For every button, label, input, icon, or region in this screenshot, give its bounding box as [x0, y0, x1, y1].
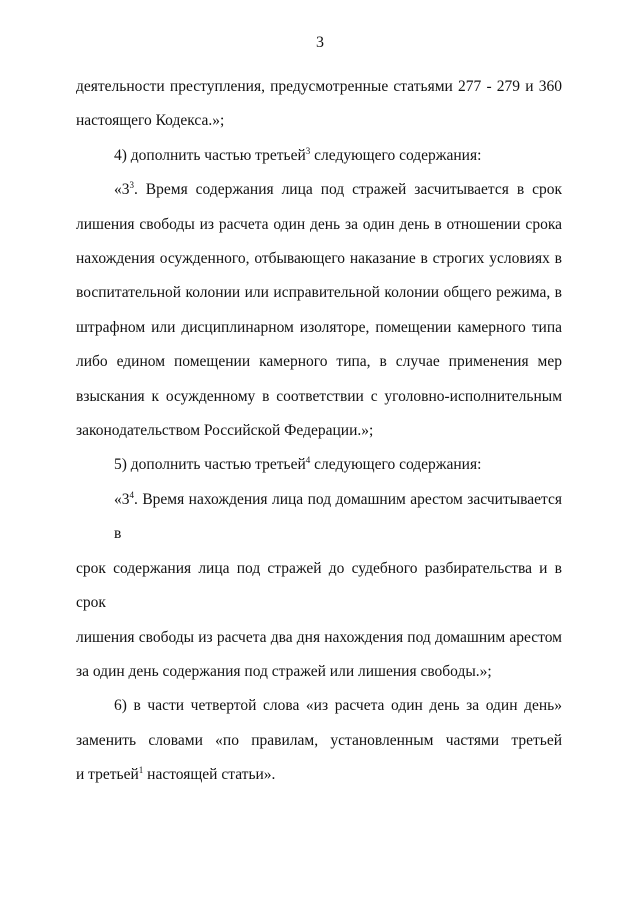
text-line: законодательством Российской Федерации.»;	[76, 422, 374, 440]
text-fragment: . Время нахождения лица под домашним арестом засчитывается в	[114, 490, 562, 543]
text-line: лишения свободы из расчета два дня нахождения под домашним арестом	[76, 628, 562, 646]
text-fragment: следующего содержания:	[310, 146, 482, 164]
text-line: лишения свободы из расчета один день за один день в отношении срока	[76, 215, 562, 233]
text-fragment: следующего содержания:	[310, 456, 482, 474]
text-line: воспитательной колонии или исправительной колонии общего режима, в	[76, 284, 562, 302]
quote-start	[76, 173, 562, 207]
page-number: 3	[316, 34, 324, 51]
superscript: 4	[305, 455, 311, 466]
text-fragment: 4) дополнить частью третьей	[114, 146, 306, 164]
document-body	[76, 70, 562, 793]
superscript: 3	[129, 180, 134, 191]
text-fragment: «3	[114, 181, 130, 199]
amendment-item-6: 6) в части четвертой слова «из расчета один день за один день»	[114, 697, 562, 715]
text-line	[76, 758, 562, 792]
superscript: 3	[305, 145, 311, 156]
text-line: настоящего Кодекса.»;	[76, 112, 225, 130]
text-line: взыскания к осужденному в соответствии с уголовно-исполнительным	[76, 387, 562, 405]
text-line: срок содержания лица под стражей до судебного разбирательства и в срок	[76, 559, 562, 612]
text-fragment: 5) дополнить частью третьей	[114, 456, 306, 474]
text-line: штрафном или дисциплинарном изоляторе, помещении камерного типа	[76, 318, 562, 336]
text-line: деятельности преступления, предусмотренные статьями 277 - 279 и 360	[76, 78, 562, 95]
text-line: нахождения осужденного, отбывающего наказание в строгих условиях в	[76, 250, 562, 268]
text-fragment: настоящей статьи».	[143, 766, 276, 784]
quote-start	[76, 483, 562, 552]
superscript: 1	[138, 764, 144, 775]
text-line: заменить словами «по правилам, установленным частями третьей	[76, 731, 562, 749]
text-fragment: и третьей	[76, 766, 139, 784]
text-line: за один день содержания под стражей или лишения свободы.»;	[76, 662, 492, 680]
text-line: либо едином помещении камерного типа, в случае применения мер	[76, 353, 562, 371]
text-fragment: . Время содержания лица под стражей засчитывается в срок	[134, 181, 562, 199]
text-fragment: «3	[114, 490, 130, 508]
amendment-item-5	[76, 448, 562, 482]
superscript: 4	[129, 489, 134, 500]
amendment-item-4	[76, 139, 562, 173]
